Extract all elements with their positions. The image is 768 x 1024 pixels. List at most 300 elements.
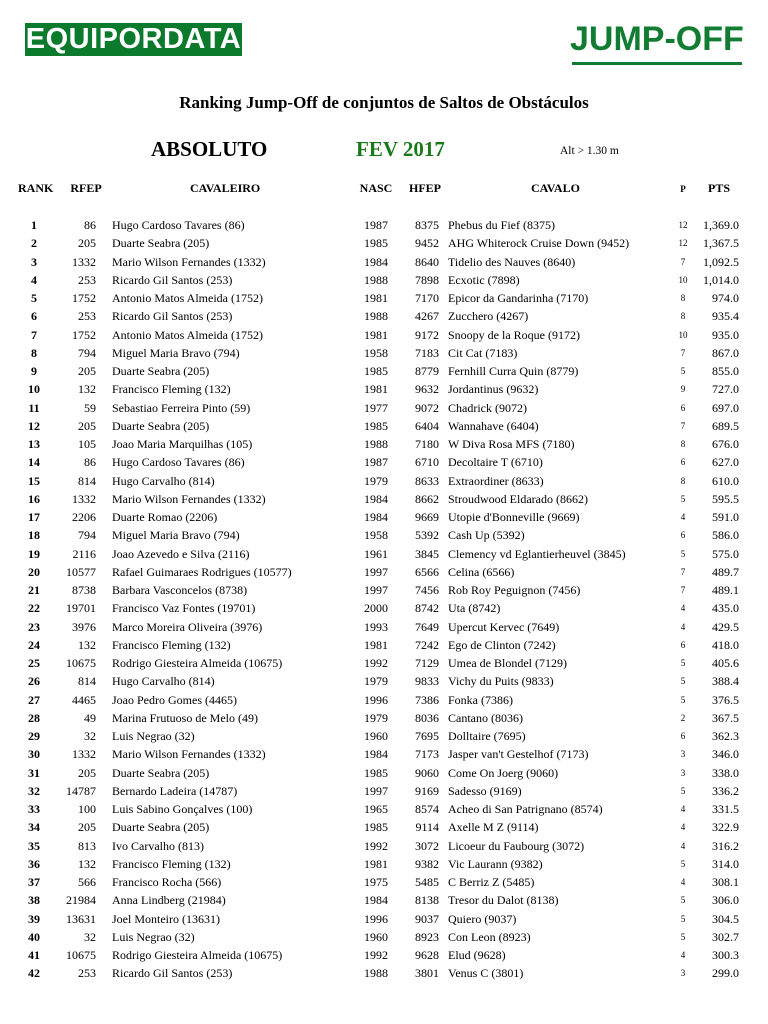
cell-hfep: 9632: [415, 382, 439, 397]
cell-p: 7: [680, 585, 686, 595]
table-row: [0, 656, 768, 674]
cell-cavaleiro: Mario Wilson Fernandes (1332): [112, 254, 266, 269]
table-row: [0, 437, 768, 455]
cell-cavalo: Fonka (7386): [448, 692, 513, 707]
cell-rfep: 813: [78, 838, 96, 853]
cell-rank: 35: [28, 838, 40, 853]
cell-nasc: 1985: [364, 765, 388, 780]
cell-hfep: 5392: [415, 528, 439, 543]
cell-rfep: 205: [78, 820, 96, 835]
cell-rfep: 1752: [72, 327, 96, 342]
table-row: [0, 893, 768, 911]
cell-hfep: 8662: [415, 491, 439, 506]
cell-cavalo: Cash Up (5392): [448, 528, 525, 543]
cell-p: 12: [678, 220, 688, 230]
table-row: [0, 711, 768, 729]
cell-rank: 27: [28, 692, 40, 707]
cell-cavalo: Acheo di San Patrignano (8574): [448, 802, 603, 816]
table-row: [0, 802, 768, 820]
cell-p: 6: [680, 639, 686, 650]
cell-cavalo: Umea de Blondel (7129): [448, 656, 567, 670]
cell-rank: 26: [28, 674, 40, 689]
header-rfep: RFEP: [70, 181, 102, 195]
cell-rfep: 49: [84, 710, 96, 725]
cell-p: 6: [680, 530, 686, 541]
cell-hfep: 9172: [415, 327, 439, 342]
cell-pts: 362.3: [712, 729, 739, 743]
table-row: [0, 583, 768, 601]
cell-p: 8: [680, 439, 686, 449]
cell-cavaleiro: Antonio Matos Almeida (1752): [112, 327, 263, 342]
cell-rank: 14: [28, 455, 40, 470]
cell-p: 3: [680, 767, 686, 778]
cell-rfep: 205: [78, 364, 96, 378]
cell-hfep: 9060: [415, 765, 439, 780]
cell-hfep: 8633: [415, 473, 439, 488]
cell-hfep: 7180: [415, 437, 439, 451]
table-row: [0, 875, 768, 893]
cell-cavaleiro: Joel Monteiro (13631): [112, 911, 220, 926]
equipordata-logo: EQUIPORDATA: [25, 23, 242, 55]
table-row: [0, 236, 768, 254]
cell-hfep: 7649: [415, 619, 439, 634]
cell-p: 6: [680, 402, 686, 413]
cell-pts: 405.6: [712, 656, 739, 670]
cell-pts: 300.3: [712, 948, 739, 962]
cell-rfep: 814: [78, 674, 96, 689]
cell-cavaleiro: Duarte Seabra (205): [112, 364, 210, 378]
cell-cavalo: Jasper van't Gestelhof (7173): [448, 747, 589, 762]
cell-cavaleiro: Rodrigo Giesteira Almeida (10675): [112, 656, 283, 670]
cell-cavaleiro: Marina Frutuoso de Melo (49): [112, 710, 258, 725]
cell-p: 10: [678, 274, 688, 285]
cell-cavaleiro: Francisco Vaz Fontes (19701): [112, 601, 256, 616]
cell-rank: 24: [28, 637, 40, 652]
header-nasc: NASC: [359, 181, 393, 195]
header-cavalo: CAVALO: [531, 181, 580, 195]
cell-rfep: 32: [84, 929, 96, 944]
cell-cavalo: Elud (9628): [448, 948, 506, 962]
cell-rank: 39: [28, 911, 40, 926]
cell-cavaleiro: Bernardo Ladeira (14787): [112, 783, 238, 798]
cell-hfep: 8574: [415, 802, 439, 816]
cell-pts: 322.9: [712, 820, 739, 835]
cell-pts: 388.4: [712, 674, 739, 689]
cell-cavaleiro: Hugo Carvalho (814): [112, 473, 215, 488]
table-row: [0, 291, 768, 309]
cell-rfep: 100: [78, 802, 96, 816]
cell-rank: 1: [31, 218, 37, 232]
cell-cavalo: Con Leon (8923): [448, 929, 531, 944]
cell-rfep: 794: [78, 345, 96, 360]
cell-rfep: 4465: [72, 692, 96, 707]
cell-rfep: 59: [84, 400, 96, 415]
table-row: [0, 857, 768, 875]
cell-rfep: 814: [78, 473, 96, 488]
cell-nasc: 1992: [364, 838, 388, 853]
cell-rank: 17: [28, 510, 40, 524]
cell-hfep: 3072: [415, 838, 439, 853]
cell-cavaleiro: Francisco Fleming (132): [112, 856, 231, 871]
cell-pts: 1,014.0: [703, 272, 739, 287]
table-row: [0, 528, 768, 546]
cell-cavalo: Wannahave (6404): [448, 418, 539, 433]
cell-rfep: 132: [78, 856, 96, 871]
cell-rank: 22: [28, 601, 40, 616]
cell-pts: 697.0: [712, 400, 739, 415]
cell-pts: 308.1: [712, 875, 739, 889]
cell-cavalo: Tidelio des Nauves (8640): [448, 254, 576, 269]
cell-nasc: 1988: [364, 272, 388, 287]
cell-pts: 595.5: [712, 491, 739, 506]
cell-p: 6: [680, 457, 686, 468]
cell-p: 8: [680, 293, 686, 303]
cell-cavalo: Venus C (3801): [448, 966, 524, 981]
cell-hfep: 7129: [415, 656, 439, 670]
cell-p: 4: [680, 804, 686, 814]
altitude-label: Alt > 1.30 m: [560, 145, 619, 157]
table-row: [0, 729, 768, 747]
cell-cavaleiro: Francisco Fleming (132): [112, 382, 231, 397]
cell-cavaleiro: Luis Negrao (32): [112, 729, 195, 743]
table-row: [0, 455, 768, 473]
cell-p: 5: [680, 493, 686, 504]
cell-nasc: 1987: [364, 218, 388, 232]
cell-p: 7: [680, 256, 686, 267]
cell-p: 5: [680, 676, 686, 687]
header-hfep: HFEP: [409, 181, 441, 195]
jump-off-logo-text: JUMP-OFF: [570, 20, 744, 58]
cell-cavalo: Vichy du Puits (9833): [448, 674, 554, 689]
cell-cavalo: Vic Laurann (9382): [448, 856, 543, 871]
cell-p: 3: [680, 968, 686, 979]
cell-nasc: 1988: [364, 966, 388, 981]
cell-nasc: 1977: [364, 400, 388, 415]
cell-rank: 29: [28, 729, 40, 743]
cell-nasc: 1996: [364, 911, 388, 926]
cell-nasc: 1996: [364, 692, 388, 707]
cell-cavaleiro: Anna Lindberg (21984): [112, 893, 226, 908]
table-row: [0, 419, 768, 437]
cell-pts: 302.7: [712, 929, 739, 944]
cell-cavaleiro: Barbara Vasconcelos (8738): [112, 583, 248, 597]
cell-hfep: 8742: [415, 601, 439, 616]
cell-pts: 489.1: [712, 583, 739, 597]
cell-rfep: 19701: [66, 601, 96, 616]
cell-cavaleiro: Marco Moreira Oliveira (3976): [112, 619, 263, 634]
cell-nasc: 1985: [364, 820, 388, 835]
cell-hfep: 9452: [415, 236, 439, 251]
cell-p: 8: [680, 475, 686, 486]
cell-rank: 3: [31, 254, 37, 269]
cell-rank: 34: [28, 820, 40, 835]
cell-rfep: 86: [84, 455, 96, 470]
table-row: [0, 674, 768, 692]
cell-nasc: 1960: [364, 729, 388, 743]
table-row: [0, 255, 768, 273]
cell-pts: 1,369.0: [703, 218, 739, 232]
cell-nasc: 1958: [364, 528, 388, 543]
cell-pts: 855.0: [712, 364, 739, 378]
table-row: [0, 273, 768, 291]
cell-hfep: 3801: [415, 966, 439, 981]
cell-rfep: 794: [78, 528, 96, 543]
cell-rank: 11: [28, 400, 40, 415]
cell-rank: 30: [28, 747, 40, 762]
cell-rfep: 2206: [72, 510, 96, 524]
cell-cavaleiro: Antonio Matos Almeida (1752): [112, 291, 263, 305]
cell-nasc: 1985: [364, 236, 388, 251]
table-row: [0, 565, 768, 583]
cell-nasc: 1988: [364, 309, 388, 324]
cell-p: 5: [680, 694, 686, 705]
cell-nasc: 1975: [364, 875, 388, 889]
cell-cavalo: C Berriz Z (5485): [448, 875, 535, 889]
cell-rfep: 1332: [72, 491, 96, 506]
cell-nasc: 1965: [364, 802, 388, 816]
cell-cavalo: Licoeur du Faubourg (3072): [448, 838, 585, 853]
cell-cavalo: Jordantinus (9632): [448, 382, 539, 397]
cell-cavalo: Clemency vd Eglantierheuvel (3845): [448, 546, 626, 561]
cell-cavaleiro: Luis Sabino Gonçalves (100): [112, 802, 253, 816]
cell-cavaleiro: Ivo Carvalho (813): [112, 838, 204, 853]
cell-rank: 15: [28, 473, 40, 488]
cell-p: 4: [680, 621, 686, 632]
cell-pts: 867.0: [712, 345, 739, 360]
cell-cavalo: Ecxotic (7898): [448, 272, 520, 287]
cell-cavalo: Sadesso (9169): [448, 783, 522, 798]
cell-p: 4: [680, 840, 686, 851]
cell-cavaleiro: Hugo Cardoso Tavares (86): [112, 455, 245, 470]
cell-rfep: 10675: [66, 948, 96, 962]
cell-p: 6: [680, 731, 686, 741]
cell-nasc: 1984: [364, 491, 388, 506]
cell-cavalo: Decoltaire T (6710): [448, 455, 543, 470]
cell-pts: 1,092.5: [703, 254, 739, 269]
cell-rfep: 86: [84, 218, 96, 232]
cell-cavalo: Zucchero (4267): [448, 309, 529, 324]
cell-nasc: 1981: [364, 382, 388, 397]
cell-hfep: 8375: [415, 218, 439, 232]
cell-hfep: 4267: [415, 309, 439, 324]
cell-p: 7: [680, 347, 686, 358]
cell-rfep: 205: [78, 236, 96, 251]
cell-nasc: 1981: [364, 327, 388, 342]
cell-cavaleiro: Duarte Seabra (205): [112, 820, 210, 835]
cell-pts: 367.5: [712, 710, 739, 725]
cell-rank: 12: [28, 418, 40, 433]
cell-pts: 489.7: [712, 564, 739, 579]
cell-p: 5: [680, 913, 686, 924]
cell-p: 3: [680, 749, 686, 760]
cell-hfep: 3845: [415, 546, 439, 561]
cell-hfep: 9072: [415, 400, 439, 415]
table-row: [0, 638, 768, 656]
cell-p: 5: [680, 548, 686, 559]
cell-cavalo: Phebus du Fief (8375): [448, 218, 555, 232]
cell-cavaleiro: Hugo Carvalho (814): [112, 674, 215, 689]
cell-cavaleiro: Duarte Seabra (205): [112, 418, 210, 433]
cell-pts: 418.0: [712, 637, 739, 652]
page-title: Ranking Jump-Off de conjuntos de Saltos de Obstáculos: [179, 93, 589, 112]
cell-p: 10: [678, 329, 688, 340]
table-row: [0, 839, 768, 857]
cell-pts: 591.0: [712, 510, 739, 524]
cell-hfep: 6566: [415, 564, 439, 579]
cell-pts: 306.0: [712, 893, 739, 908]
cell-hfep: 9037: [415, 911, 439, 926]
cell-rank: 8: [31, 345, 37, 360]
cell-p: 7: [680, 420, 686, 431]
category-label: ABSOLUTO: [151, 137, 268, 161]
cell-rank: 6: [31, 309, 37, 324]
table-row: [0, 382, 768, 400]
cell-cavalo: AHG Whiterock Cruise Down (9452): [448, 236, 630, 251]
cell-nasc: 1979: [364, 674, 388, 689]
header-p: P: [680, 184, 686, 194]
cell-rfep: 566: [78, 875, 96, 889]
cell-cavaleiro: Rodrigo Giesteira Almeida (10675): [112, 948, 283, 962]
cell-nasc: 1997: [364, 564, 388, 579]
cell-rfep: 13631: [66, 911, 96, 926]
cell-rank: 13: [28, 437, 40, 451]
cell-cavaleiro: Mario Wilson Fernandes (1332): [112, 491, 266, 506]
cell-rank: 4: [31, 272, 37, 287]
cell-nasc: 1979: [364, 473, 388, 488]
cell-rfep: 3976: [72, 619, 96, 634]
cell-nasc: 1981: [364, 291, 388, 305]
table-header: [0, 181, 768, 199]
cell-rank: 42: [28, 966, 40, 981]
table-row: [0, 620, 768, 638]
cell-hfep: 8923: [415, 929, 439, 944]
table-row: [0, 309, 768, 327]
cell-cavalo: Tresor du Dalot (8138): [448, 893, 559, 908]
cell-hfep: 6404: [415, 418, 439, 433]
table-row: [0, 930, 768, 948]
header-pts: PTS: [707, 181, 730, 195]
cell-pts: 575.0: [712, 546, 739, 561]
cell-rfep: 253: [78, 272, 96, 287]
table-row: [0, 912, 768, 930]
cell-pts: 338.0: [712, 765, 739, 780]
cell-hfep: 9628: [415, 948, 439, 962]
table-row: [0, 401, 768, 419]
cell-rfep: 1332: [72, 254, 96, 269]
cell-hfep: 5485: [415, 875, 439, 889]
cell-nasc: 1988: [364, 437, 388, 451]
cell-rank: 7: [31, 327, 37, 342]
cell-pts: 610.0: [712, 473, 739, 488]
cell-hfep: 7695: [415, 729, 439, 743]
cell-nasc: 1961: [364, 546, 388, 561]
cell-nasc: 1997: [364, 583, 388, 597]
cell-nasc: 1987: [364, 455, 388, 470]
cell-cavalo: Celina (6566): [448, 564, 515, 579]
cell-rank: 5: [31, 291, 37, 305]
cell-rfep: 1332: [72, 747, 96, 762]
cell-cavalo: Ego de Clinton (7242): [448, 637, 556, 652]
cell-p: 4: [680, 950, 686, 960]
cell-nasc: 1984: [364, 254, 388, 269]
cell-cavaleiro: Joao Maria Marquilhas (105): [112, 437, 253, 451]
cell-nasc: 1958: [364, 345, 388, 360]
cell-rfep: 1752: [72, 291, 96, 305]
cell-cavalo: Chadrick (9072): [448, 400, 527, 415]
table-row: [0, 766, 768, 784]
cell-hfep: 7898: [415, 272, 439, 287]
cell-cavaleiro: Rafael Guimaraes Rodrigues (10577): [112, 564, 292, 579]
cell-nasc: 1984: [364, 747, 388, 762]
cell-rfep: 253: [78, 966, 96, 981]
cell-cavaleiro: Francisco Rocha (566): [112, 875, 222, 889]
cell-cavaleiro: Luis Negrao (32): [112, 929, 195, 944]
cell-pts: 304.5: [712, 911, 739, 926]
cell-pts: 689.5: [712, 418, 739, 433]
cell-rfep: 21984: [66, 893, 96, 908]
table-row: [0, 328, 768, 346]
cell-cavalo: Axelle M Z (9114): [448, 820, 539, 835]
table-row: [0, 346, 768, 364]
cell-hfep: 7183: [415, 345, 439, 360]
table-row: [0, 966, 768, 984]
cell-p: 4: [680, 603, 686, 614]
cell-p: 4: [680, 822, 686, 833]
cell-rfep: 10577: [66, 564, 96, 579]
table-row: [0, 218, 768, 236]
cell-cavaleiro: Miguel Maria Bravo (794): [112, 528, 240, 543]
cell-p: 9: [680, 384, 686, 395]
cell-hfep: 9169: [415, 783, 439, 798]
cell-cavalo: Upercut Kervec (7649): [448, 619, 560, 634]
cell-rank: 23: [28, 619, 40, 634]
cell-rank: 41: [28, 948, 40, 962]
cell-cavalo: Dolltaire (7695): [448, 729, 526, 743]
cell-cavaleiro: Ricardo Gil Santos (253): [112, 966, 233, 981]
cell-p: 4: [680, 877, 686, 887]
cell-nasc: 1984: [364, 510, 388, 524]
cell-p: 5: [680, 658, 686, 668]
cell-pts: 935.4: [712, 309, 739, 324]
cell-pts: 299.0: [712, 966, 739, 981]
cell-rank: 21: [28, 583, 40, 597]
cell-hfep: 7456: [415, 583, 439, 597]
table-row: [0, 601, 768, 619]
cell-hfep: 9833: [415, 674, 439, 689]
cell-p: 5: [680, 366, 686, 376]
table-row: [0, 364, 768, 382]
cell-cavaleiro: Mario Wilson Fernandes (1332): [112, 747, 266, 762]
cell-cavaleiro: Duarte Seabra (205): [112, 236, 210, 251]
cell-rfep: 8738: [72, 583, 96, 597]
cell-pts: 314.0: [712, 856, 739, 871]
cell-p: 2: [680, 712, 686, 723]
table-row: [0, 492, 768, 510]
cell-cavalo: Cit Cat (7183): [448, 345, 518, 360]
cell-cavaleiro: Ricardo Gil Santos (253): [112, 309, 233, 324]
cell-rank: 16: [28, 491, 40, 506]
cell-hfep: 8138: [415, 893, 439, 908]
cell-rank: 38: [28, 893, 40, 908]
cell-rfep: 205: [78, 765, 96, 780]
cell-nasc: 1981: [364, 856, 388, 871]
cell-pts: 336.2: [712, 783, 739, 798]
cell-cavaleiro: Francisco Fleming (132): [112, 637, 231, 652]
cell-rank: 2: [31, 236, 37, 251]
cell-rank: 19: [28, 546, 40, 561]
cell-hfep: 8640: [415, 254, 439, 269]
cell-pts: 627.0: [712, 455, 739, 470]
